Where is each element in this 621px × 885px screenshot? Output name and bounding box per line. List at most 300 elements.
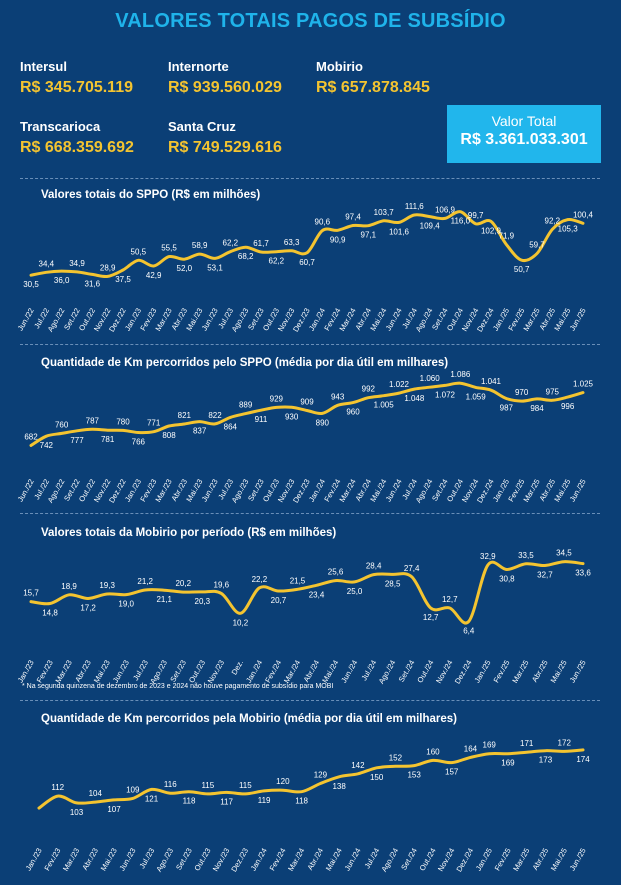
tick-label: Ago./23 — [229, 306, 251, 334]
data-point — [544, 749, 546, 751]
chart-title-mobirio-km: Quantidade de Km percorridos pela Mobirio (média por dia útil em milhares) — [41, 713, 457, 725]
data-label: 138 — [332, 781, 346, 791]
tick-label: Nov./24 — [459, 477, 481, 504]
tick-label: Abr./24 — [301, 658, 322, 684]
data-label: 909 — [300, 397, 314, 407]
footnote: * Na segunda quinzena de dezembro de 2023 e 2024 não houve pagamento de subsídio para MOBI — [22, 683, 334, 690]
tick-label: Set./24 — [430, 306, 450, 332]
tick-label: Mar./24 — [286, 846, 307, 873]
data-label: 171 — [520, 739, 534, 749]
data-label: 33,5 — [518, 550, 534, 560]
tick-label: Fev./24 — [322, 306, 343, 333]
data-label: 103,7 — [373, 207, 394, 217]
tick-label: Dez. — [229, 658, 246, 677]
data-point — [394, 765, 396, 767]
data-label: 37,5 — [115, 275, 131, 284]
data-label: 30,5 — [23, 280, 39, 290]
data-label: 21,2 — [137, 576, 153, 586]
data-label: 1.048 — [404, 394, 425, 404]
tick-label: Fev./23 — [138, 477, 159, 504]
data-label: 50,7 — [513, 265, 530, 275]
tick-label: Nov./23 — [210, 846, 232, 873]
tick-label: Jun./23 — [199, 477, 220, 504]
data-label: 975 — [545, 387, 560, 397]
tick-label: Abr./24 — [305, 846, 326, 872]
chart-title-mobirio-valores: Valores totais da Mobirio por período (R$ em milhões) — [41, 527, 337, 539]
data-label: 808 — [162, 431, 176, 441]
operator-value: R$ 668.359.692 — [20, 139, 134, 156]
operator-name: Internorte — [168, 59, 229, 74]
data-label: 12,7 — [422, 613, 439, 623]
tick-label: Mai./23 — [98, 846, 119, 873]
data-label: 164 — [463, 744, 478, 754]
data-point — [94, 801, 96, 803]
data-label: 1.022 — [388, 380, 410, 390]
data-label: 102,9 — [480, 226, 502, 236]
tick-label: Mar./23 — [53, 658, 74, 685]
tick-label: Fev./25 — [491, 658, 512, 685]
tick-label: Out./22 — [76, 306, 98, 333]
data-label: 42,9 — [145, 270, 162, 280]
chart-title-sppo-km: Quantidade de Km percorridos pelo SPPO (média por dia útil em milhares) — [41, 357, 449, 369]
total-label: Valor Total — [491, 113, 557, 129]
tick-label: Jun./22 — [15, 306, 36, 333]
data-label: 174 — [576, 754, 590, 764]
data-point — [469, 756, 471, 758]
data-label: 33,6 — [575, 568, 591, 578]
data-label: 105,3 — [557, 224, 578, 234]
tick-label: Mar./25 — [521, 477, 542, 504]
tick-label: Mai./23 — [91, 658, 112, 685]
data-label: 119 — [257, 795, 271, 805]
data-label: 992 — [361, 384, 376, 394]
data-label: 116,0 — [450, 216, 471, 226]
tick-label: Set./24 — [396, 658, 417, 684]
operator-name: Santa Cruz — [168, 119, 236, 134]
data-label: 62,2 — [222, 238, 239, 248]
data-label: 864 — [223, 422, 238, 432]
data-label: 984 — [530, 403, 544, 413]
data-label: 22,2 — [251, 574, 268, 584]
tick-label: Jun./24 — [383, 477, 404, 504]
tick-label: Dez./23 — [291, 477, 312, 505]
data-label: 111,6 — [404, 201, 424, 211]
tick-label: Abr./25 — [530, 846, 551, 872]
tick-label: Nov./23 — [275, 306, 297, 333]
data-label: 129 — [313, 770, 328, 780]
data-point — [244, 793, 246, 795]
tick-label: Mai./24 — [320, 658, 341, 685]
tick-label: Nov./24 — [435, 846, 457, 873]
data-point — [263, 790, 265, 792]
operator-value: R$ 749.529.616 — [168, 139, 282, 156]
data-label: 34,9 — [69, 258, 85, 268]
data-point — [282, 789, 284, 791]
data-label: 742 — [39, 441, 54, 451]
data-point — [75, 802, 77, 804]
tick-label: Out./23 — [260, 306, 282, 333]
tick-label: Mai./23 — [184, 477, 205, 504]
tick-label: Out./23 — [192, 846, 213, 873]
data-label: 112 — [51, 783, 65, 793]
tick-label: Jun./24 — [342, 846, 363, 873]
tick-label: Jan./25 — [473, 846, 494, 873]
data-point — [450, 761, 452, 763]
data-point — [375, 767, 377, 769]
tick-label: Out./23 — [186, 658, 208, 685]
tick-label: Jan./23 — [122, 306, 144, 333]
tick-label: Set./24 — [399, 846, 419, 872]
data-label: 20,2 — [175, 579, 192, 589]
tick-label: Abr./23 — [73, 658, 93, 684]
data-label: 21,1 — [156, 595, 173, 605]
tick-label: Out./23 — [260, 477, 282, 504]
tick-label: Jan./23 — [15, 658, 36, 685]
operator-value: R$ 345.705.119 — [20, 79, 133, 96]
data-label: 99,7 — [467, 210, 484, 220]
data-label: 822 — [208, 410, 222, 420]
tick-label: Set./23 — [174, 846, 194, 872]
data-label: 103 — [69, 807, 84, 817]
data-label: 30,8 — [499, 574, 515, 584]
tick-label: Ago./22 — [45, 306, 67, 334]
operator-value: R$ 657.878.845 — [316, 79, 430, 96]
data-label: 780 — [116, 417, 130, 427]
data-label: 987 — [499, 403, 514, 413]
tick-label: Mai./25 — [552, 306, 573, 333]
tick-label: Jun./22 — [15, 477, 36, 504]
tick-label: Jan./23 — [122, 477, 144, 504]
data-label: 55,5 — [161, 243, 177, 253]
data-label: 101,6 — [388, 227, 410, 237]
tick-label: Nov./24 — [459, 306, 481, 333]
data-label: 12,7 — [441, 595, 458, 605]
tick-label: Mar./23 — [153, 477, 174, 504]
tick-label: Ago./23 — [154, 846, 176, 874]
data-label: 109,4 — [419, 221, 440, 231]
tick-label: Fev./25 — [506, 306, 527, 333]
tick-label: Dez./22 — [107, 477, 128, 505]
data-label: 766 — [131, 437, 146, 447]
tick-label: Ago./24 — [376, 658, 398, 686]
data-label: 821 — [177, 411, 192, 421]
tick-label: Jun./25 — [567, 846, 588, 873]
data-label: 107 — [107, 804, 121, 814]
tick-label: Jan./23 — [23, 846, 44, 873]
data-label: 53,1 — [207, 263, 223, 273]
data-label: 60,7 — [299, 257, 315, 267]
data-label: 121 — [144, 794, 159, 804]
data-label: 71,9 — [498, 231, 515, 241]
tick-label: Mar./23 — [60, 846, 82, 873]
data-label: 160 — [426, 747, 440, 757]
data-label: 771 — [146, 418, 161, 428]
data-label: 970 — [514, 388, 529, 398]
tick-label: Jul./23 — [216, 306, 236, 331]
data-label: 52,0 — [176, 264, 193, 274]
operator-value: R$ 939.560.029 — [168, 79, 282, 96]
tick-label: Nov./22 — [91, 306, 113, 333]
tick-label: Fev./23 — [34, 658, 55, 685]
data-point — [432, 759, 434, 761]
tick-label: Jun./25 — [567, 477, 588, 504]
data-label: 106,9 — [434, 205, 456, 215]
tick-label: Mar./25 — [521, 306, 542, 333]
operator-name: Mobirio — [316, 59, 363, 74]
data-label: 34,4 — [38, 259, 55, 269]
tick-label: Abr./23 — [80, 846, 101, 872]
tick-label: Set./22 — [62, 477, 82, 503]
data-label: 115 — [201, 780, 215, 790]
data-label: 59,7 — [529, 240, 545, 250]
data-label: 58,9 — [191, 241, 208, 251]
data-label: 929 — [269, 394, 284, 404]
data-point — [113, 799, 115, 801]
tick-label: Abr./23 — [169, 477, 190, 503]
data-label: 27,4 — [403, 563, 420, 573]
data-label: 930 — [284, 412, 299, 422]
tick-label: Jul./22 — [32, 306, 52, 331]
tick-label: Dez./23 — [229, 846, 251, 874]
data-point — [188, 790, 190, 792]
data-label: 21,5 — [289, 576, 306, 586]
data-label: 115 — [238, 780, 252, 790]
tick-label: Mai./25 — [552, 477, 573, 504]
data-label: 169 — [501, 758, 515, 768]
tick-label: Abr./25 — [529, 658, 550, 684]
tick-label: Fev./25 — [506, 477, 527, 504]
tick-label: Ago./24 — [413, 306, 435, 334]
tick-label: Fev./24 — [322, 477, 343, 504]
tick-label: Jan./24 — [244, 658, 265, 685]
tick-label: Set./23 — [246, 477, 266, 503]
tick-label: Out./24 — [444, 477, 466, 504]
tick-label: Jun./23 — [117, 846, 138, 873]
tick-label: Nov./23 — [205, 658, 227, 685]
data-label: 31,6 — [84, 279, 101, 289]
data-label: 1.072 — [434, 390, 456, 400]
data-label: 90,9 — [329, 235, 346, 245]
data-label: 787 — [85, 416, 100, 426]
data-label: 781 — [100, 435, 115, 445]
tick-label: Nov./24 — [434, 658, 455, 685]
data-label: 142 — [351, 760, 365, 770]
data-label: 117 — [220, 797, 233, 807]
tick-label: Jan./24 — [306, 477, 328, 504]
tick-label: Out./24 — [444, 306, 466, 333]
data-point — [582, 749, 584, 751]
tick-label: Out./22 — [76, 477, 98, 504]
tick-label: Mar./24 — [281, 658, 303, 685]
tick-label: Mai./24 — [323, 846, 344, 873]
tick-label: Abr./25 — [537, 306, 558, 332]
data-label: 28,9 — [99, 263, 116, 273]
data-label: 153 — [407, 770, 421, 780]
data-label: 62,2 — [268, 256, 285, 266]
tick-label: Jul./24 — [362, 846, 382, 871]
data-label: 682 — [24, 432, 38, 442]
tick-label: Jun./24 — [383, 306, 404, 333]
tick-label: Mai./25 — [548, 846, 569, 873]
data-label: 50,5 — [130, 247, 147, 257]
tick-label: Jul./22 — [32, 477, 52, 502]
tick-label: Mai./24 — [368, 477, 389, 504]
data-point — [169, 792, 171, 794]
data-label: 943 — [330, 392, 345, 402]
data-label: 34,5 — [556, 548, 572, 558]
tick-label: Set./23 — [246, 306, 266, 332]
data-label: 120 — [276, 777, 290, 787]
tick-label: Jul./23 — [131, 658, 150, 683]
data-label: 18,9 — [61, 581, 77, 591]
tick-label: Fev./23 — [42, 846, 63, 873]
data-point — [526, 751, 528, 753]
data-label: 10,2 — [232, 618, 249, 628]
chart-title-sppo-valores: Valores totais do SPPO (R$ em milhões) — [41, 189, 261, 201]
tick-label: Jan./25 — [490, 306, 512, 333]
operator-name: Transcarioca — [20, 119, 101, 134]
data-label: 63,3 — [283, 237, 300, 247]
data-label: 118 — [295, 796, 309, 806]
tick-label: Jul./24 — [400, 306, 420, 331]
data-label: 19,0 — [118, 599, 134, 609]
tick-label: Abr./23 — [169, 306, 190, 332]
tick-label: Jul./23 — [216, 477, 236, 502]
data-label: 1.086 — [450, 370, 471, 380]
data-label: 172 — [557, 738, 571, 748]
tick-label: Abr./24 — [353, 306, 374, 332]
operator-name: Intersul — [20, 59, 67, 74]
data-point — [338, 776, 340, 778]
data-label: 760 — [54, 420, 69, 430]
tick-label: Mai./24 — [368, 306, 389, 333]
tick-label: Mar./25 — [511, 846, 532, 873]
tick-label: Mai./23 — [184, 306, 205, 333]
data-label: 32,9 — [480, 552, 496, 562]
data-label: 32,7 — [537, 570, 553, 580]
data-point — [507, 752, 509, 754]
data-label: 17,2 — [80, 603, 96, 613]
data-label: 92,2 — [544, 216, 561, 226]
total-value: R$ 3.361.033.301 — [460, 131, 588, 148]
tick-label: Abr./25 — [537, 477, 558, 503]
data-label: 97,1 — [360, 230, 377, 240]
tick-label: Jan./24 — [248, 846, 269, 873]
data-label: 28,5 — [384, 579, 401, 589]
tick-label: Jul./24 — [359, 658, 379, 683]
tick-label: Fev./25 — [492, 846, 513, 873]
data-label: 157 — [445, 767, 459, 777]
data-label: 150 — [369, 772, 384, 782]
data-point — [563, 750, 565, 752]
tick-label: Jun./25 — [567, 658, 588, 685]
tick-label: Mar./23 — [153, 306, 174, 333]
tick-label: Nov./23 — [275, 477, 297, 504]
data-label: 15,7 — [23, 588, 39, 598]
data-label: 36,0 — [53, 276, 70, 286]
data-label: 1.041 — [480, 377, 502, 387]
data-label: 152 — [388, 753, 403, 763]
data-label: 25,0 — [346, 586, 363, 596]
data-label: 61,7 — [253, 239, 269, 249]
data-point — [357, 773, 359, 775]
data-label: 889 — [238, 400, 253, 410]
data-label: 19,6 — [213, 580, 230, 590]
data-point — [207, 793, 209, 795]
tick-label: Mar./24 — [337, 306, 358, 333]
tick-label: Mai./25 — [548, 658, 569, 685]
tick-label: Set./22 — [62, 306, 82, 332]
data-point — [225, 791, 227, 793]
data-point — [38, 807, 40, 809]
data-label: 90,6 — [314, 217, 331, 227]
data-label: 28,4 — [365, 561, 382, 571]
data-label: 118 — [182, 796, 196, 806]
page-title: VALORES TOTAIS PAGOS DE SUBSÍDIO — [115, 10, 506, 32]
data-point — [413, 764, 415, 766]
data-label: 116 — [163, 780, 177, 790]
tick-label: Ago./23 — [229, 477, 251, 505]
data-label: 837 — [192, 426, 207, 436]
tick-label: Fev./24 — [263, 658, 284, 685]
data-label: 14,8 — [42, 608, 58, 618]
data-label: 173 — [538, 755, 553, 765]
tick-label: Jan./25 — [490, 477, 512, 504]
data-label: 169 — [482, 740, 496, 750]
tick-label: Jun./25 — [567, 306, 588, 333]
tick-label: Mar./24 — [337, 477, 358, 504]
tick-label: Dez./24 — [454, 846, 476, 874]
data-label: 777 — [70, 435, 84, 445]
tick-label: Ago./22 — [45, 477, 67, 505]
tick-label: Ago./24 — [413, 477, 435, 505]
tick-label: Mar./25 — [510, 658, 531, 685]
tick-label: Dez./23 — [291, 306, 312, 334]
tick-label: Jun./23 — [199, 306, 220, 333]
data-label: 890 — [315, 418, 330, 428]
data-point — [300, 790, 302, 792]
data-label: 1.025 — [572, 379, 594, 389]
data-point — [488, 752, 490, 754]
data-point — [57, 795, 59, 797]
tick-label: Set./24 — [430, 477, 450, 503]
tick-label: Jun./24 — [339, 658, 360, 685]
data-point — [150, 788, 152, 790]
data-label: 960 — [346, 407, 360, 417]
tick-label: Nov./22 — [91, 477, 113, 504]
tick-label: Dez./24 — [452, 658, 474, 686]
data-label: 996 — [560, 402, 575, 412]
tick-label: Out./24 — [415, 658, 436, 685]
tick-label: Jan./24 — [306, 306, 328, 333]
tick-label: Abr./24 — [353, 477, 374, 503]
data-label: 68,2 — [237, 252, 254, 262]
tick-label: Set./23 — [168, 658, 189, 684]
data-label: 97,4 — [345, 212, 361, 222]
tick-label: Dez./24 — [475, 477, 496, 505]
tick-label: Ago./24 — [379, 846, 401, 874]
tick-label: Fev./24 — [267, 846, 288, 873]
tick-label: Jan./25 — [472, 658, 493, 685]
data-label: 911 — [254, 415, 268, 425]
data-point — [132, 797, 134, 799]
data-label: 109 — [126, 785, 140, 795]
data-point — [319, 782, 321, 784]
tick-label: Dez./24 — [475, 306, 496, 334]
data-label: 104 — [88, 789, 102, 799]
data-label: 6,4 — [463, 626, 475, 636]
data-label: 1.060 — [419, 374, 440, 384]
